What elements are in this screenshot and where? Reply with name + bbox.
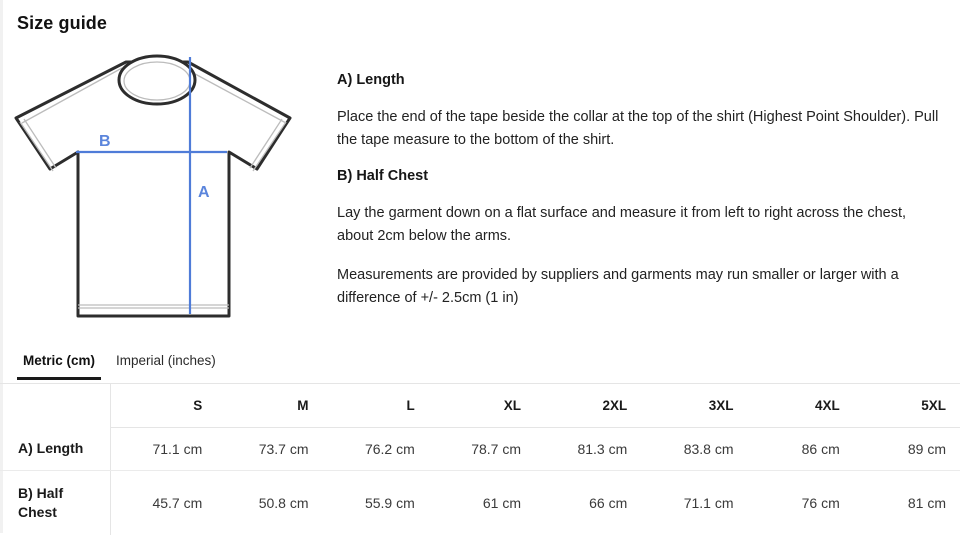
- half-chest-value-l: 55.9 cm: [364, 494, 415, 511]
- tshirt-diagram-svg: [6, 42, 298, 327]
- measure-label-b: B: [99, 133, 111, 150]
- length-value-xl: 78.7 cm: [429, 428, 535, 471]
- size-col-header-l: L: [323, 384, 429, 428]
- tshirt-measurement-diagram: [6, 42, 298, 327]
- row-label-length: A) Length: [0, 428, 110, 471]
- length-value-3xl: 83.8 cm: [641, 428, 747, 471]
- length-value-2xl: 81.3 cm: [535, 428, 641, 471]
- instruction-heading-length: A) Length: [337, 72, 405, 88]
- half-chest-value-3xl: 71.1 cm: [683, 494, 734, 511]
- unit-tabs: [17, 346, 222, 380]
- size-col-header-s: S: [110, 384, 216, 428]
- tab-imperial-inches[interactable]: Imperial (inches): [110, 346, 222, 380]
- supplier-note: Measurements are provided by suppliers and garments may run smaller or larger with a difference of +/- 2.5cm (1 in): [337, 267, 899, 306]
- instruction-heading-half-chest: B) Half Chest: [337, 168, 429, 184]
- half-chest-value-2xl: 66 cm: [589, 494, 628, 511]
- half-chest-value-m: 50.8 cm: [258, 494, 309, 511]
- table-row-length: [0, 428, 960, 471]
- size-chart-table: [0, 383, 960, 535]
- instruction-body-length: Place the end of the tape beside the collar at the top of the shirt (Highest Point Shoulder). Pull the tape measure to the bottom of the shirt.: [337, 109, 939, 148]
- row-label-half-chest: B) Half Chest: [0, 471, 110, 535]
- length-value-l: 76.2 cm: [323, 428, 429, 471]
- half-chest-value-xl: 61 cm: [482, 494, 521, 511]
- size-col-header-xl: XL: [429, 384, 535, 428]
- collar-outer: [119, 56, 195, 104]
- length-value-s: 71.1 cm: [110, 428, 216, 471]
- size-col-header-3xl: 3XL: [641, 384, 747, 428]
- table-row-half-chest: [0, 471, 960, 535]
- length-value-5xl: 89 cm: [854, 428, 960, 471]
- length-value-4xl: 86 cm: [748, 428, 854, 471]
- half-chest-value-4xl: 76 cm: [801, 494, 840, 511]
- half-chest-value-s: 45.7 cm: [152, 494, 203, 511]
- tab-metric-cm[interactable]: Metric (cm): [17, 346, 101, 380]
- half-chest-value-5xl: 81 cm: [907, 494, 946, 511]
- size-col-header-5xl: 5XL: [854, 384, 960, 428]
- size-table-corner-cell: [0, 384, 110, 428]
- measurement-instructions: [337, 72, 945, 326]
- page-title: Size guide: [17, 13, 108, 33]
- instruction-body-half-chest: Lay the garment down on a flat surface and measure it from left to right across the chest, about 2cm below the arms.: [337, 205, 907, 244]
- size-col-header-m: M: [216, 384, 322, 428]
- measure-label-a: A: [198, 184, 210, 201]
- size-col-header-2xl: 2XL: [535, 384, 641, 428]
- size-table-header-row: [0, 384, 960, 428]
- length-value-m: 73.7 cm: [216, 428, 322, 471]
- size-col-header-4xl: 4XL: [748, 384, 854, 428]
